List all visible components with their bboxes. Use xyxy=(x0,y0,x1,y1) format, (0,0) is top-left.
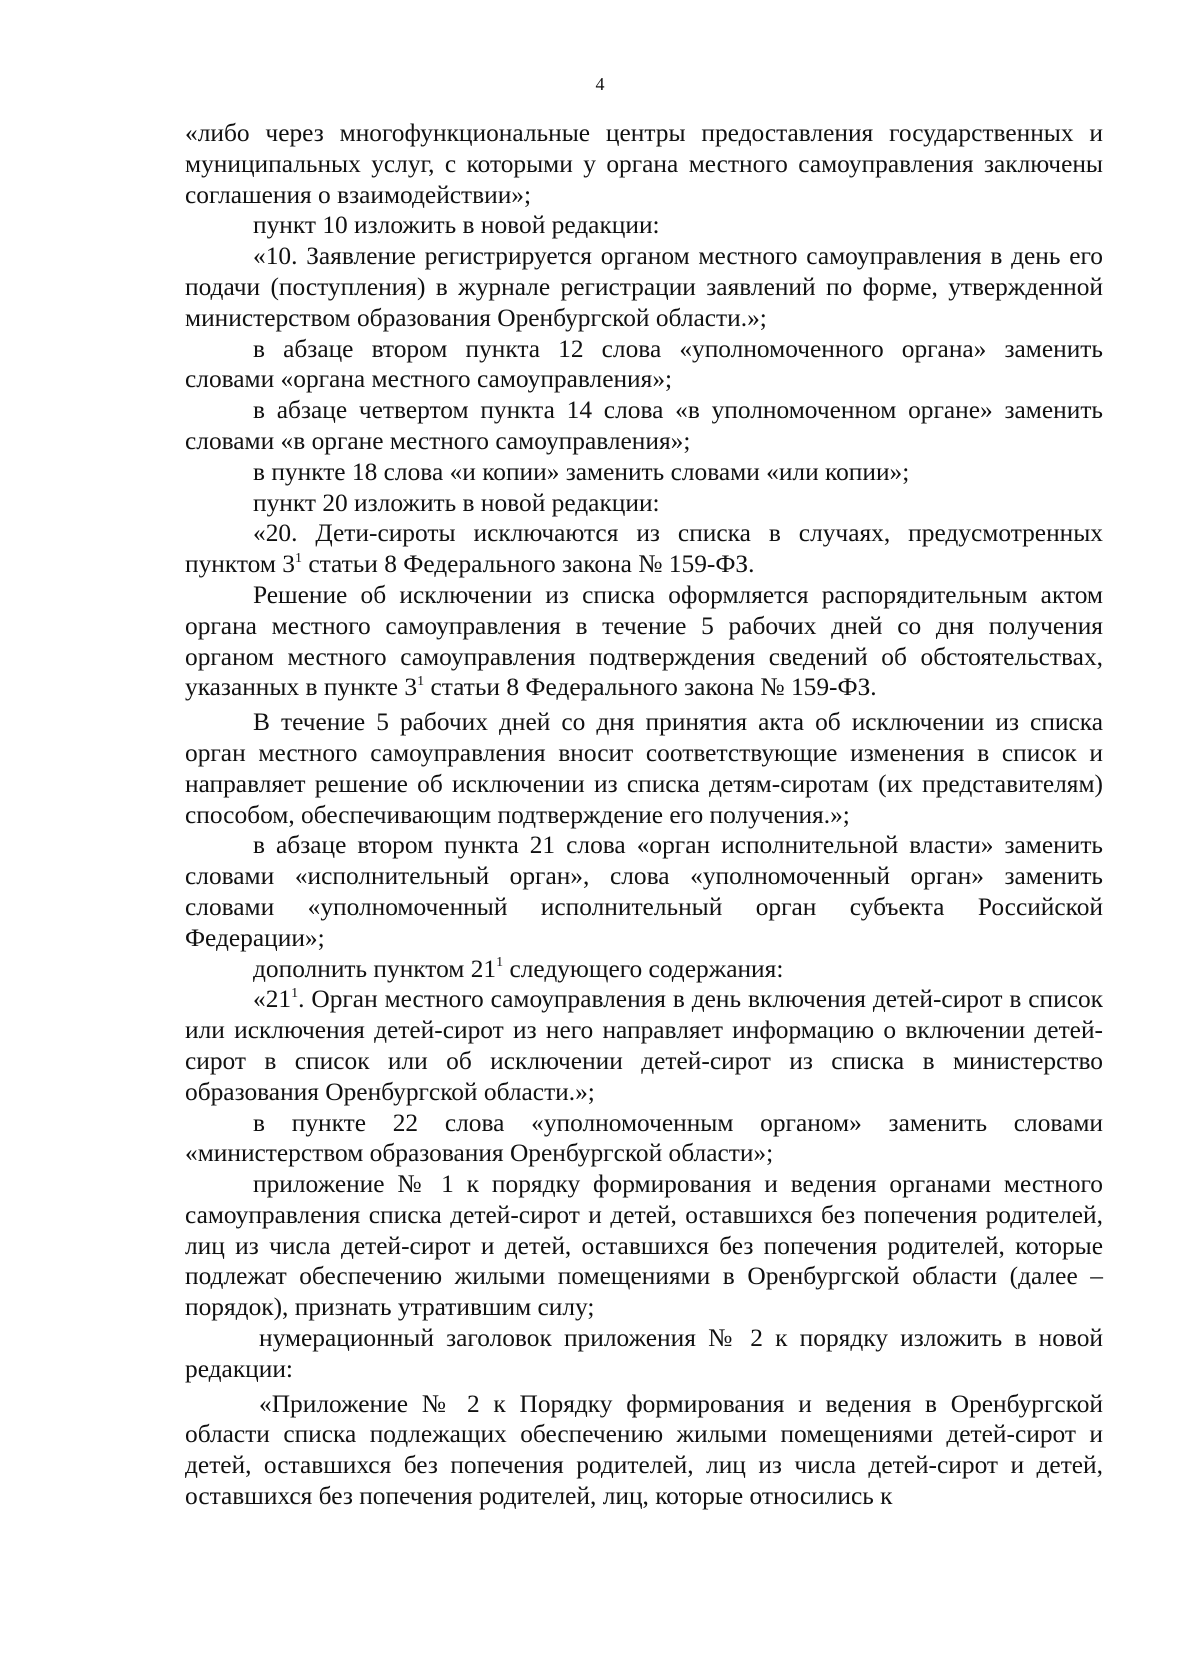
paragraph-9-part-a: Решение об исключении из списка оформляется распорядительным актом органа местного самоуправления в течение 5 рабочих дней со дня получения органом местного самоуправления подтверждения сведений об обстоятельствах, указанных в пункте 3 xyxy=(185,580,1103,702)
document-body xyxy=(185,118,1103,1512)
paragraph-17: «Приложение № 2 к Порядку формирования и ведения в Оренбургской области списка подлежащих обеспечению жилыми помещениями детей-сирот и детей, оставшихся без попечения родителей, лиц из числа детей-сирот и детей, оставшихся без попечения родителей, лиц, которые относились к xyxy=(185,1389,1103,1511)
paragraph-9-superscript: 1 xyxy=(417,673,425,689)
paragraph-8-part-a: «20. Дети-сироты исключаются из списка в случаях, предусмотренных пунктом 3 xyxy=(185,519,1103,579)
paragraph-12-part-a: дополнить пунктом 21 xyxy=(253,954,497,983)
paragraph-8 xyxy=(185,518,1103,580)
paragraph-5: в абзаце четвертом пункта 14 слова «в уполномоченном органе» заменить словами «в органе местного самоуправления»; xyxy=(185,396,1103,455)
paragraph-13-superscript: 1 xyxy=(291,985,299,1001)
paragraph-12-superscript: 1 xyxy=(496,955,504,971)
paragraph-16: нумерационный заголовок приложения № 2 к порядку изложить в новой редакции: xyxy=(185,1324,1103,1383)
paragraph-12-part-b: следующего содержания: xyxy=(503,954,784,983)
paragraph-13-part-b: . Орган местного самоуправления в день включения детей-сирот в список или исключения детей-сирот из него направляет информацию о включении детей-сирот в список или об исключении детей-сирот из списка в министерство образования Оренбургской области.»; xyxy=(185,985,1103,1106)
paragraph-1: «либо через многофункциональные центры предоставления государственных и муниципальных услуг, с которыми у органа местного самоуправления заключены соглашения о взаимодействии»; xyxy=(185,119,1103,209)
paragraph-9-part-b: статьи 8 Федерального закона № 159-ФЗ. xyxy=(424,673,877,702)
paragraph-9 xyxy=(185,580,1103,703)
paragraph-13-part-a: «21 xyxy=(253,985,292,1014)
paragraph-6: в пункте 18 слова «и копии» заменить словами «или копии»; xyxy=(253,457,910,486)
paragraph-10: В течение 5 рабочих дней со дня принятия акта об исключении из списка орган местного самоуправления вносит соответствующие изменения в список и направляет решение об исключении из списка детям-сиротам (их представителям) способом, обеспечивающим подтверждение его получения.»; xyxy=(185,708,1103,829)
paragraph-2: пункт 10 изложить в новой редакции: xyxy=(253,211,660,240)
paragraph-3: «10. Заявление регистрируется органом местного самоуправления в день его подачи (поступления) в журнале регистрации заявлений по форме, утвержденной министерством образования Оренбургской области.»; xyxy=(185,242,1103,332)
paragraph-15: приложение № 1 к порядку формирования и ведения органами местного самоуправления списка детей-сирот и детей, оставшихся без попечения родителей, лиц из числа детей-сирот и детей, оставшихся без попечения родителей, которые подлежат обеспечению жилыми помещениями в Оренбургской области (далее – порядок), признать утратившим силу; xyxy=(185,1170,1103,1322)
paragraph-11: в абзаце втором пункта 21 слова «орган исполнительной власти» заменить словами «исполнительный орган», слова «уполномоченный орган» заменить словами «уполномоченный исполнительный орган субъекта Российской Федерации»; xyxy=(185,831,1103,952)
paragraph-14: в пункте 22 слова «уполномоченным органом» заменить словами «министерством образования Оренбургской области»; xyxy=(185,1108,1103,1168)
paragraph-4: в абзаце втором пункта 12 слова «уполномоченного органа» заменить словами «органа местного самоуправления»; xyxy=(185,334,1103,394)
page-number: 4 xyxy=(595,74,605,94)
paragraph-13 xyxy=(185,984,1103,1107)
paragraph-7: пункт 20 изложить в новой редакции: xyxy=(253,488,660,517)
paragraph-12 xyxy=(185,954,1103,985)
paragraph-8-superscript: 1 xyxy=(294,550,302,566)
paragraph-8-part-b: статьи 8 Федерального закона № 159-ФЗ. xyxy=(301,550,755,579)
